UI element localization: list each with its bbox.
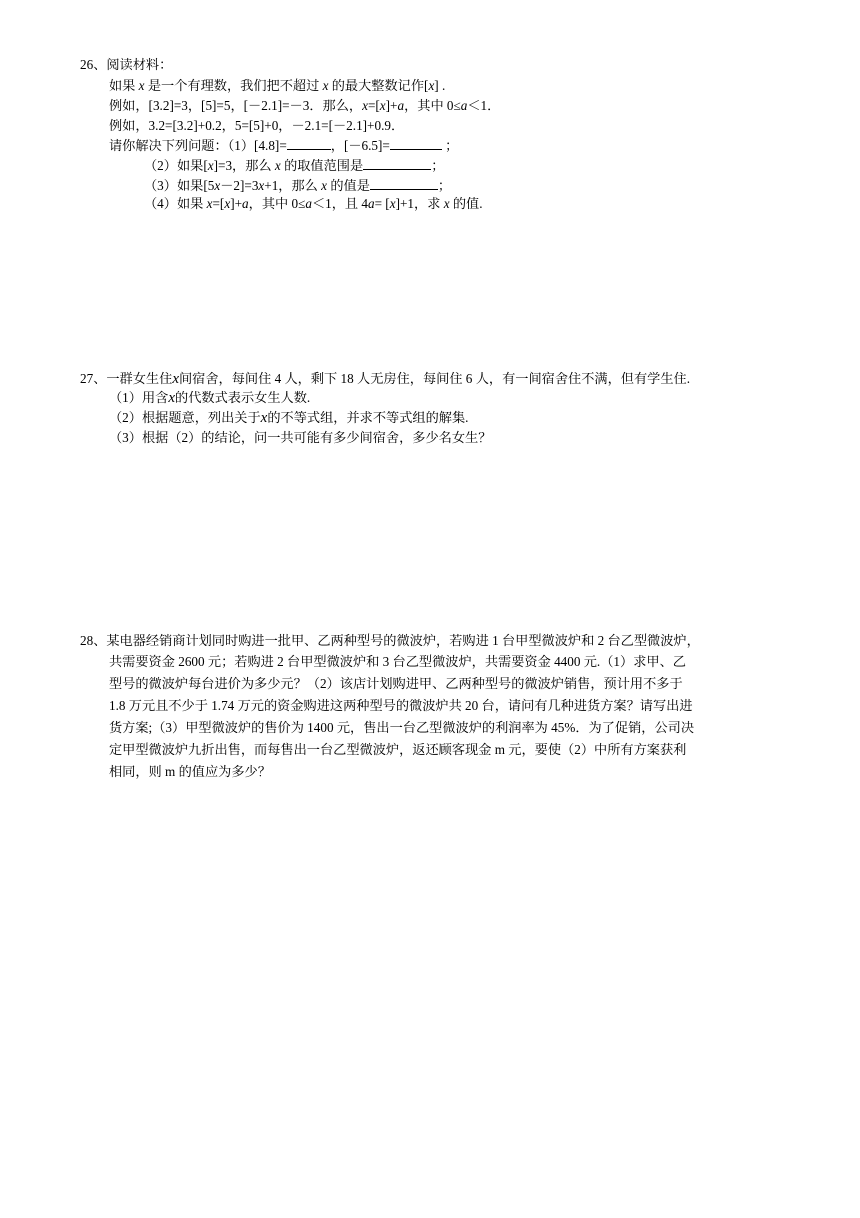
- q28-line6: 定甲型微波炉九折出售，而每售出一台乙型微波炉，返还顾客现金 m 元，要使（2）中所有方案获利: [109, 742, 687, 757]
- q28-line5: 货方案;（3）甲型微波炉的售价为 1400 元，售出一台乙型微波炉的利润率为 45%．为了促销，公司决: [109, 720, 695, 735]
- q26-part2: （2）如果[x]=3，那么 x 的取值范围是 ；: [144, 158, 445, 173]
- q26-part3: （3）如果[5x－2]=3x+1，那么 x 的值是 ；: [144, 178, 452, 193]
- q27-line3: （2）根据题意，列出关于x的不等式组，并求不等式组的解集.: [109, 410, 469, 426]
- answer-blank[interactable]: [390, 136, 442, 150]
- q26-example1: 例如，[3.2]=3，[5]=5，[－2.1]=－3．那么，x=[x]+a，其中 0≤a＜1．: [109, 98, 501, 113]
- q27-line4: （3）根据（2）的结论，问一共可能有多少间宿舍，多少名女生？: [109, 430, 492, 445]
- q26-part4: （4）如果 x=[x]+a，其中 0≤a＜1，且 4a= [x]+1，求 x 的值.: [144, 196, 483, 211]
- q27-line2: （1）用含x的代数式表示女生人数.: [109, 390, 311, 406]
- q27-line1: 27、一群女生住x间宿舍，每间住 4 人，剩下 18 人无房住，每间住 6 人，有一间宿舍住不满，但有学生住.: [80, 371, 690, 387]
- q26-title: 26、阅读材料：: [80, 57, 173, 72]
- answer-blank[interactable]: [287, 136, 331, 150]
- q28-line1: 28、某电器经销商计划同时购进一批甲、乙两种型号的微波炉，若购进 1 台甲型微波炉和 2 台乙型微波炉，: [80, 633, 700, 648]
- answer-blank[interactable]: [363, 156, 431, 170]
- q26-intro: 如果 x 是一个有理数，我们把不超过 x 的最大整数记作[x] .: [109, 78, 446, 93]
- q28-line4: 1.8 万元且不少于 1.74 万元的资金购进这两种型号的微波炉共 20 台，请问有几种进货方案？请写出进: [109, 698, 693, 713]
- q26-example2: 例如，3.2=[3.2]+0.2，5=[5]+0，－2.1=[－2.1]+0.9．: [109, 118, 405, 133]
- q26-part1: 请你解决下列问题：（1）[4.8]= ，[－6.5]= ；: [109, 138, 459, 153]
- q28-line7: 相同，则 m 的值应为多少？: [109, 764, 271, 779]
- q28-line3: 型号的微波炉每台进价为多少元？（2）该店计划购进甲、乙两种型号的微波炉销售，预计用不多于: [109, 676, 683, 691]
- q28-line2: 共需要资金 2600 元；若购进 2 台甲型微波炉和 3 台乙型微波炉，共需要资金 4400 元.（1）求甲、乙: [109, 654, 686, 669]
- answer-blank[interactable]: [370, 176, 438, 190]
